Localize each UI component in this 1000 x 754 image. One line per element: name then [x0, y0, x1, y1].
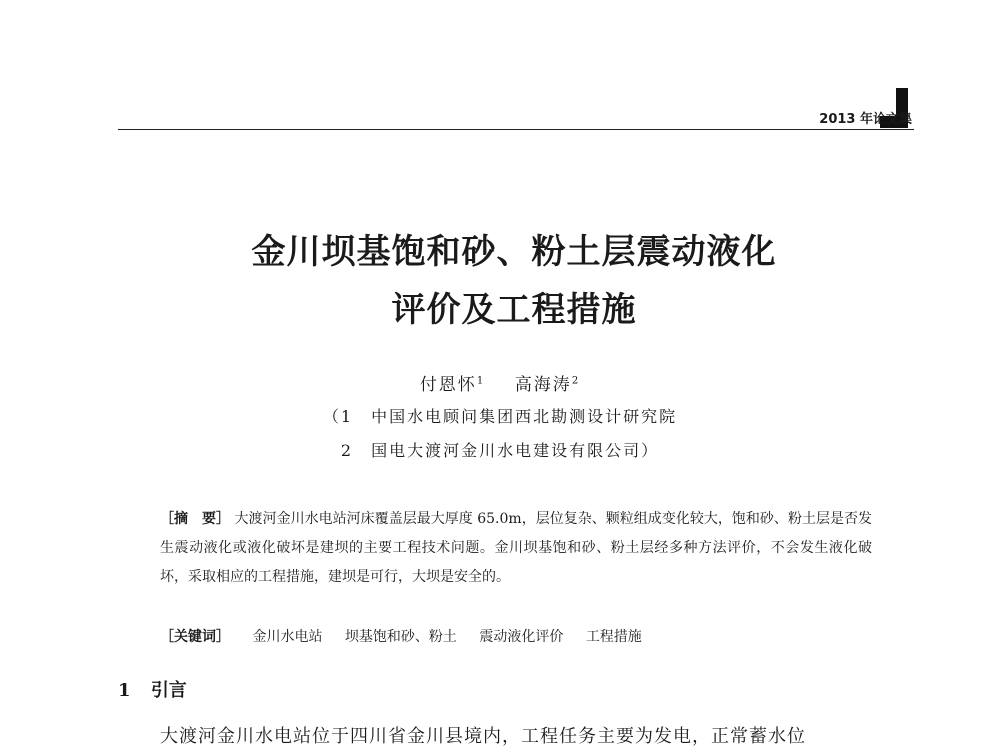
keyword: 坝基饱和砂、粉土	[344, 629, 457, 645]
section-heading	[118, 676, 187, 702]
section-number: 1	[118, 680, 131, 701]
author-name: 付恩怀	[419, 375, 477, 395]
paper-title-line-2: 评价及工程措施	[391, 290, 637, 330]
affiliation-2: 2 国电大渡河金川水电建设有限公司）	[340, 441, 660, 460]
keyword: 震动液化评价	[479, 629, 564, 645]
keywords-label: ［关键词］	[160, 629, 230, 645]
section-title: 引言	[150, 680, 187, 701]
affiliation-1: （1 中国水电顾问集团西北勘测设计研究院	[322, 407, 678, 426]
author-affil-mark: 2	[571, 375, 581, 387]
author-name: 高海涛	[514, 375, 572, 395]
keyword: 金川水电站	[252, 629, 323, 645]
running-header: 2013 年论文集	[819, 112, 912, 127]
keyword: 工程措施	[585, 629, 642, 645]
abstract-label: ［摘 要］	[160, 511, 231, 527]
abstract	[160, 505, 872, 592]
body-paragraph: 大渡河金川水电站位于四川省金川县境内，工程任务主要为发电，正常蓄水位	[160, 726, 806, 747]
author-list	[0, 370, 1000, 395]
header-rule	[118, 129, 914, 130]
author-affil-mark: 1	[476, 375, 486, 387]
paper-title-line-1: 金川坝基饱和砂、粉土层震动液化	[251, 232, 777, 272]
keywords	[160, 626, 872, 646]
abstract-text: 大渡河金川水电站河床覆盖层最大厚度 65.0m，层位复杂、颗粒组成变化较大，饱和砂、粉土层是否发生震动液化或液化破坏是建坝的主要工程技术问题。金川坝基饱和砂、粉土层经多种方法评价，不会发生液化破坏，采取相应的工程措施，建坝是可行，大坝是安全的。	[160, 511, 873, 585]
